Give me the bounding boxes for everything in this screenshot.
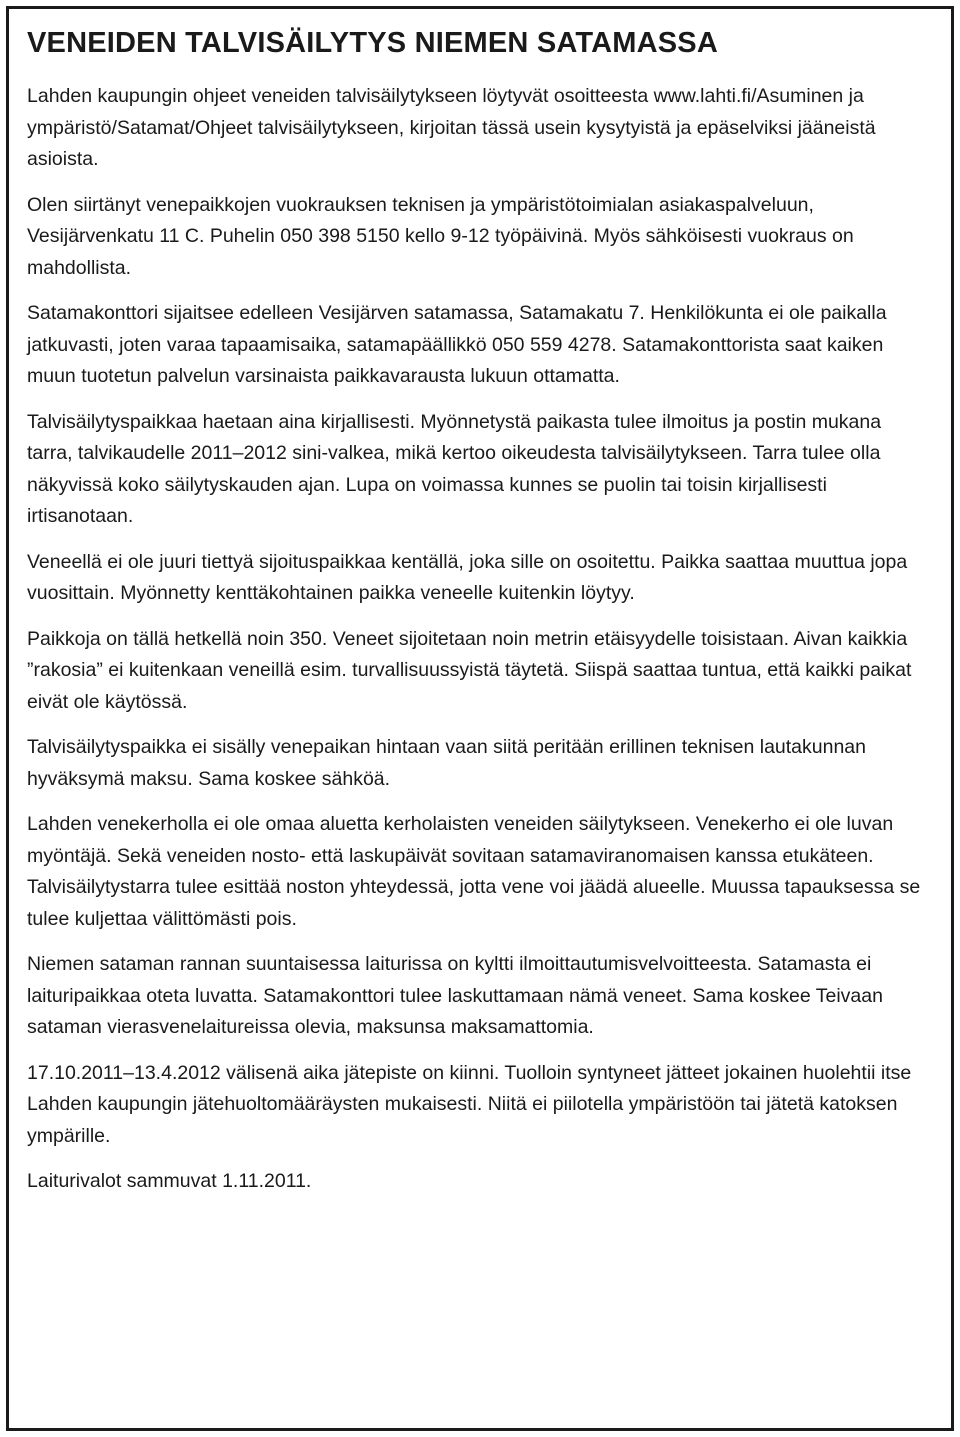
paragraph-fees: Talvisäilytyspaikka ei sisälly venepaikan hintaan vaan siitä peritään erillinen teknisen lautakunnan hyväksymä maksu. Sama koskee sähköä. bbox=[27, 736, 866, 790]
paragraph-instructions-link: Lahden kaupungin ohjeet veneiden talvisäilytykseen löytyvät osoitteesta www.lahti.fi/Asuminen ja ympäristö/Satamat/Ohjeet talvisäilytykseen, kirjoitan tässä usein kysytyistä ja epäselviksi jääneistä asioista. bbox=[27, 85, 876, 170]
paragraph-pier-notice: Niemen sataman rannan suuntaisessa laiturissa on kyltti ilmoittautumisvelvoitteesta. Satamasta ei laituripaikkaa oteta luvatta. Satamakonttori tulee laskuttamaan nämä veneet. Sama koskee Teivaan sataman vierasvenelaitureissa olevia, maksunsa maksamattomia. bbox=[27, 953, 883, 1038]
paragraph-waste-point: 17.10.2011–13.4.2012 välisenä aika jätepiste on kiinni. Tuolloin syntyneet jätteet jokainen huolehtii itse Lahden kaupungin jätehuoltomääräysten mukaisesti. Niitä ei piilotella ympäristöön tai jätetä katoksen ympärille. bbox=[27, 1061, 912, 1147]
paragraph-pier-lights: Laiturivalot sammuvat 1.11.2011. bbox=[27, 1170, 312, 1192]
document-border bbox=[6, 6, 954, 1431]
paragraph-harbour-office: Satamakonttori sijaitsee edelleen Vesijärven satamassa, Satamakatu 7. Henkilökunta ei ole paikalla jatkuvasti, joten varaa tapaamisaika, satamapäällikkö 050 559 4278. Satamakonttorista saat kaiken muun tuotetun palvelun varsinaista paikkavarausta lukuun ottamatta. bbox=[27, 302, 887, 387]
paragraph-customer-service: Olen siirtänyt venepaikkojen vuokrauksen teknisen ja ympäristötoimialan asiakaspalveluun, Vesijärvenkatu 11 C. Puhelin 050 398 5150 kello 9-12 työpäivinä. Myös sähköisesti vuokraus on mahdollista. bbox=[27, 193, 854, 279]
paragraph-boat-club: Lahden venekerholla ei ole omaa aluetta kerholaisten veneiden säilytykseen. Venekerho ei ole luvan myöntäjä. Sekä veneiden nosto- että laskupäivät sovitaan satamaviranomaisen kanssa etukäteen. Talvisäilytystarra tulee esittää noston yhteydessä, jotta vene voi jäädä alueelle. Muussa tapauksessa se tulee kuljettaa välittömästi pois. bbox=[27, 813, 921, 930]
paragraph-capacity: Paikkoja on tällä hetkellä noin 350. Veneet sijoitetaan noin metrin etäisyydelle toisistaan. Aivan kaikkia ”rakosia” ei kuitenkaan veneillä esim. turvallisuussyistä täytetä. Siispä saattaa tuntua, että kaikki paikat eivät ole käytössä. bbox=[27, 627, 912, 713]
paragraph-placement: Veneellä ei ole juuri tiettyä sijoituspaikkaa kentällä, joka sille on osoitettu. Paikka saattaa muuttua jopa vuosittain. Myönnetty kenttäkohtainen paikka veneelle kuitenkin löytyy. bbox=[27, 550, 908, 604]
paragraph-application: Talvisäilytyspaikkaa haetaan aina kirjallisesti. Myönnetystä paikasta tulee ilmoitus ja postin mukana tarra, talvikaudelle 2011–2012 sini-valkea, mikä kertoo oikeudesta talvisäilytykseen. Tarra tulee olla näkyvissä koko säilytyskauden ajan. Lupa on voimassa kunnes se puolin tai toisin kirjallisesti irtisanotaan. bbox=[27, 410, 882, 527]
document-body bbox=[27, 23, 927, 1198]
document-title: VENEIDEN TALVISÄILYTYS NIEMEN SATAMASSA bbox=[27, 27, 718, 59]
